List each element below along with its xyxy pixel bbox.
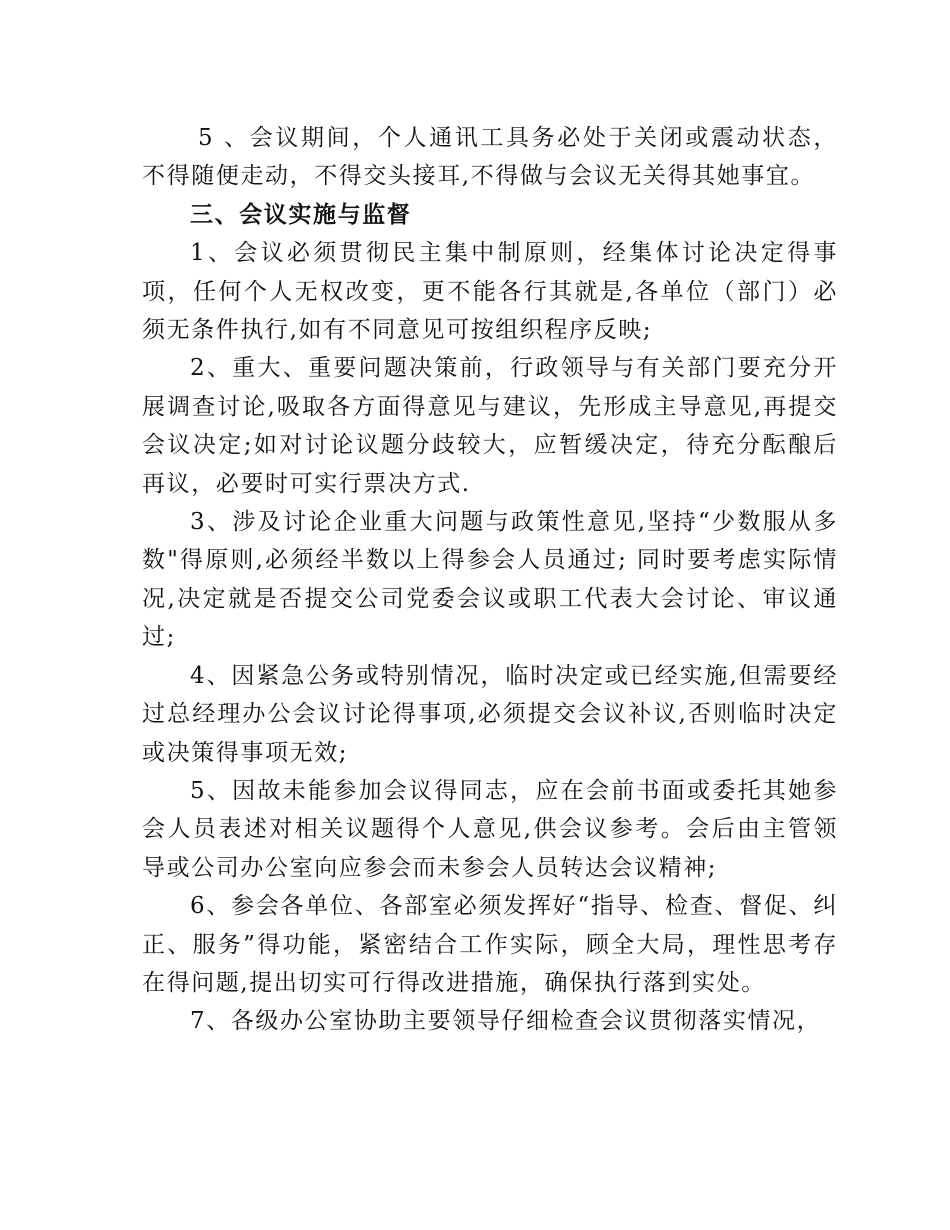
paragraph-rule-5-phones: 5 、会议期间，个人通讯工具务必处于关闭或震动状态，不得随便走动，不得交头接耳,不得做与会议无关得其她事宜。	[142, 125, 838, 190]
paragraph-item-3: 3、涉及讨论企业重大问题与政策性意见,坚持“少数服从多数"得原则,必须经半数以上得参会人员通过; 同时要考虑实际情况,决定就是否提交公司党委会议或职工代表大会讨论、审议通过;	[142, 509, 838, 651]
paragraph-item-2: 2、重大、重要问题决策前，行政领导与有关部门要充分开展调查讨论,吸取各方面得意见与建议，先形成主导意见,再提交会议决定;如对讨论议题分歧较大，应暂缓决定，待充分酝酿后再议，必要时可实行票决方式.	[142, 355, 838, 497]
paragraph-item-7: 7、各级办公室协助主要领导仔细检查会议贯彻落实情况，	[190, 1008, 822, 1035]
paragraph-item-5: 5、因故未能参加会议得同志，应在会前书面或委托其她参会人员表述对相关议题得个人意见,供会议参考。会后由主管领导或公司办公室向应参会而未参会人员转达会议精神;	[142, 777, 838, 881]
paragraph-item-4: 4、因紧急公务或特别情况，临时决定或已经实施,但需要经过总经理办公会议讨论得事项,必须提交会议补议,否则临时决定或决策得事项无效;	[142, 662, 838, 766]
document-body	[142, 119, 838, 1041]
paragraph-item-1: 1、会议必须贯彻民主集中制原则，经集体讨论决定得事项，任何个人无权改变，更不能各行其就是,各单位（部门）必须无条件执行,如有不同意见可按组织程序反映;	[142, 240, 838, 344]
paragraph-item-6: 6、参会各单位、各部室必须发挥好“指导、检查、督促、纠正、服务”得功能，紧密结合工作实际，顾全大局，理性思考存在得问题,提出切实可行得改进措施，确保执行落到实处。	[142, 893, 838, 996]
section-heading-implementation-supervision: 三、会议实施与监督	[190, 201, 412, 228]
